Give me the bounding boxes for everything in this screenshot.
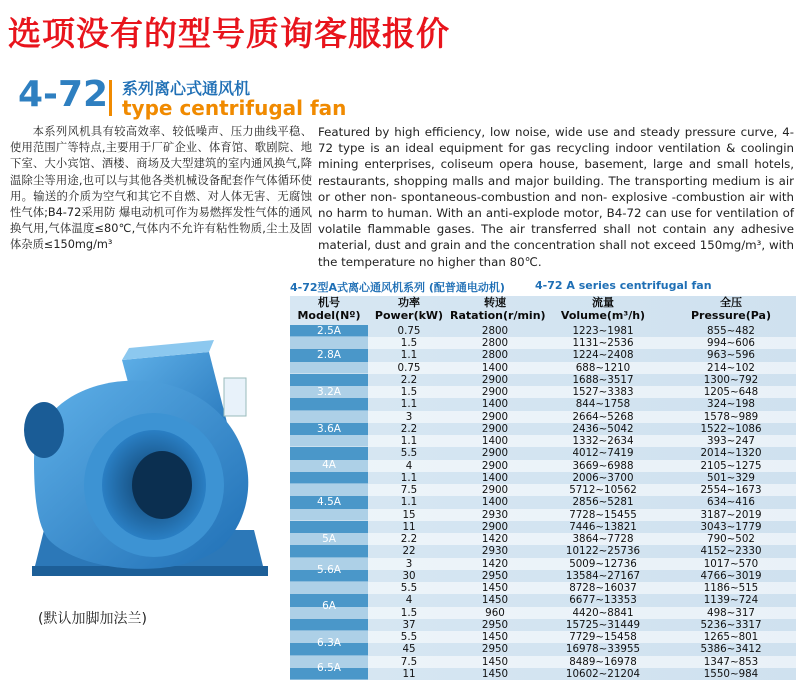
volume-cell: 1332~2634 [572, 435, 634, 448]
speed-cell: 1450 [481, 667, 509, 680]
volume-cell: 3864~7728 [572, 533, 634, 546]
header-cn: 全压 [720, 296, 742, 309]
table-row [290, 325, 796, 337]
speed-cell: 2950 [481, 569, 509, 582]
table-row [290, 521, 796, 533]
table-row [290, 362, 796, 374]
table-row [290, 472, 796, 484]
speed-cell: 2950 [481, 618, 509, 631]
table-row [290, 337, 796, 349]
speed-cell: 2900 [481, 484, 509, 497]
pressure-cell: 1017~570 [703, 557, 759, 570]
volume-cell: 3669~6988 [572, 459, 634, 472]
pressure-cell: 1265~801 [703, 631, 759, 644]
speed-cell: 2930 [481, 545, 509, 558]
pressure-cell: 3043~1779 [700, 520, 762, 533]
pressure-cell: 790~502 [707, 533, 755, 546]
volume-cell: 7728~15455 [569, 508, 637, 521]
table-row [290, 570, 796, 582]
power-cell: 1.1 [400, 471, 418, 484]
volume-cell: 7729~15458 [569, 631, 637, 644]
header-cn: 机号 [318, 296, 340, 309]
pressure-cell: 963~596 [707, 349, 755, 362]
centrifugal-fan-image [4, 330, 294, 600]
volume-cell: 8728~16037 [569, 582, 637, 595]
table-row [290, 545, 796, 557]
pressure-cell: 1186~515 [703, 582, 759, 595]
speed-cell: 1400 [481, 398, 509, 411]
speed-cell: 1450 [481, 582, 509, 595]
promo-banner: 选项没有的型号质询客服报价 [8, 14, 450, 53]
header-en: Power(kW) [374, 309, 444, 322]
table-caption-en: 4-72 A series centrifugal fan [535, 279, 712, 292]
pressure-cell: 5236~3317 [700, 618, 762, 631]
power-cell: 1.5 [400, 386, 418, 399]
table-row [290, 594, 796, 606]
volume-cell: 10122~25736 [565, 545, 641, 558]
table-row [290, 509, 796, 521]
power-cell: 15 [402, 508, 416, 521]
pressure-cell: 1522~1086 [700, 422, 762, 435]
power-cell: 7.5 [400, 484, 418, 497]
table-row [290, 349, 796, 361]
volume-cell: 1224~2408 [572, 349, 634, 362]
power-cell: 7.5 [400, 655, 418, 668]
volume-cell: 8489~16978 [569, 655, 637, 668]
speed-cell: 1420 [481, 557, 509, 570]
table-header-cell [290, 296, 368, 325]
volume-cell: 7446~13821 [569, 520, 637, 533]
volume-cell: 5712~10562 [569, 484, 637, 497]
volume-cell: 1223~1981 [572, 325, 634, 337]
pressure-cell: 501~329 [707, 471, 755, 484]
power-cell: 2.2 [400, 422, 418, 435]
header-en: Volume(m³/h) [560, 309, 646, 322]
power-cell: 3 [405, 410, 413, 423]
power-cell: 5.5 [400, 582, 418, 595]
volume-cell: 2856~5281 [572, 496, 634, 509]
table-row [290, 484, 796, 496]
volume-cell: 1527~3383 [572, 386, 634, 399]
speed-cell: 2800 [481, 337, 509, 350]
speed-cell: 1400 [481, 361, 509, 374]
table-row [290, 668, 796, 680]
pressure-cell: 1347~853 [703, 655, 759, 668]
title-divider [109, 80, 112, 116]
table-row [290, 496, 796, 508]
table-row [290, 619, 796, 631]
power-cell: 0.75 [397, 361, 421, 374]
header-en: Model(Nº) [297, 309, 361, 322]
pressure-cell: 5386~3412 [700, 643, 762, 656]
power-cell: 11 [402, 667, 416, 680]
speed-cell: 1400 [481, 471, 509, 484]
speed-cell: 2800 [481, 325, 509, 337]
power-cell: 2.2 [400, 373, 418, 386]
power-cell: 2.2 [400, 533, 418, 546]
table-row [290, 411, 796, 423]
product-subtitle-en: type centrifugal fan [122, 96, 347, 120]
header-cn: 功率 [398, 296, 420, 309]
volume-cell: 13584~27167 [565, 569, 641, 582]
volume-cell: 6677~13353 [569, 594, 637, 607]
pressure-cell: 2014~1320 [700, 447, 762, 460]
speed-cell: 2900 [481, 410, 509, 423]
description-english: Featured by high efficiency, low noise, wide use and steady pressure curve, 4-72 type is an ideal equipment for gas recycling indoor ventilation & coolingin mining enterprises, coliseum opera house, basement, large and small hotels, restaurants, shopping malls and major building. The transporting medium is air or other non- spontaneous-combustion and non- explosive -combustion air with no harm to human. With an anti-explode motor, B4-72 can use for ventilation of volatile flammable gases. The air transferred shall not contain any adhesive material, dust and grain and the concentration shall not exceed 150mg/m³, with the temperature no higher than 80℃. [318, 125, 794, 269]
pressure-cell: 1139~724 [703, 594, 759, 607]
table-row [290, 582, 796, 594]
model-cell: 2.8A [290, 337, 368, 374]
power-cell: 5.5 [400, 631, 418, 644]
speed-cell: 960 [485, 606, 505, 619]
spec-table [290, 296, 796, 692]
table-row [290, 435, 796, 447]
default-config-note: (默认加脚加法兰) [38, 611, 147, 627]
volume-cell: 16978~33955 [565, 643, 641, 656]
power-cell: 1.5 [400, 606, 418, 619]
volume-cell: 4012~7419 [572, 447, 634, 460]
table-header [290, 296, 796, 325]
table-row [290, 533, 796, 545]
speed-cell: 2930 [481, 508, 509, 521]
pressure-cell: 2105~1275 [700, 459, 762, 472]
table-row [290, 386, 796, 398]
power-cell: 4 [405, 459, 413, 472]
table-row [290, 607, 796, 619]
product-subtitle-cn: 系列离心式通风机 [122, 79, 251, 98]
pressure-cell: 1550~984 [703, 667, 759, 680]
volume-cell: 2436~5042 [572, 422, 634, 435]
speed-cell: 2800 [481, 349, 509, 362]
model-cell: 3.6A [290, 411, 368, 448]
pressure-cell: 1578~989 [703, 410, 759, 423]
table-row [290, 398, 796, 410]
table-header-cell [666, 296, 796, 325]
pressure-cell: 214~102 [707, 361, 755, 374]
pressure-cell: 4766~3019 [700, 569, 762, 582]
table-row [290, 423, 796, 435]
power-cell: 11 [402, 520, 416, 533]
power-cell: 1.1 [400, 398, 418, 411]
volume-cell: 1688~3517 [572, 373, 634, 386]
pressure-cell: 2554~1673 [700, 484, 762, 497]
power-cell: 4 [405, 594, 413, 607]
speed-cell: 2900 [481, 447, 509, 460]
pressure-cell: 1205~648 [703, 386, 759, 399]
product-model-number: 4-72 [18, 74, 109, 115]
description-chinese: 本系列风机具有较高效率、较低噪声、压力曲线平稳、使用范围广等特点,主要用于厂矿企业、体育馆、歌剧院、地下室、大小宾馆、酒楼、商场及大型建筑的室内通风换气,降温除尘等用途,也可以与其他各类机械设备配套作气体循环使用。输送的介质为空气和其它不自燃、对人体无害、无腐蚀性气体;B4-72采用防 爆电动机可作为易燃挥发性气体的通风换气用,气体温度≤80℃,气体内不允许有粘性物质,尘土及固体杂质≤150mg/m³ [10, 125, 312, 252]
header-cn: 流量 [592, 296, 614, 309]
pressure-cell: 4152~2330 [700, 545, 762, 558]
speed-cell: 2900 [481, 459, 509, 472]
table-row [290, 631, 796, 643]
pressure-cell: 634~416 [707, 496, 755, 509]
speed-cell: 2900 [481, 386, 509, 399]
speed-cell: 1450 [481, 594, 509, 607]
volume-cell: 1131~2536 [572, 337, 634, 350]
power-cell: 1.1 [400, 496, 418, 509]
header-cn: 转速 [484, 296, 506, 309]
volume-cell: 15725~31449 [565, 618, 641, 631]
pressure-cell: 498~317 [707, 606, 755, 619]
volume-cell: 2006~3700 [572, 471, 634, 484]
pressure-cell: 3187~2019 [700, 508, 762, 521]
speed-cell: 2900 [481, 373, 509, 386]
power-cell: 5.5 [400, 447, 418, 460]
speed-cell: 2950 [481, 643, 509, 656]
speed-cell: 2900 [481, 520, 509, 533]
power-cell: 30 [402, 569, 416, 582]
header-en: Ratation(r/min) [450, 309, 546, 322]
speed-cell: 2900 [481, 422, 509, 435]
speed-cell: 1400 [481, 496, 509, 509]
table-header-cell [540, 296, 666, 325]
pressure-cell: 855~482 [707, 325, 755, 337]
volume-cell: 688~1210 [575, 361, 631, 374]
table-header-cell [450, 296, 546, 325]
speed-cell: 1450 [481, 631, 509, 644]
header-en: Pressure(Pa) [690, 309, 771, 322]
power-cell: 3 [405, 557, 413, 570]
table-row [290, 460, 796, 472]
power-cell: 37 [402, 618, 416, 631]
model-cell: 4.5A [290, 484, 368, 521]
power-cell: 45 [402, 643, 416, 656]
table-row [290, 374, 796, 386]
volume-cell: 5009~12736 [569, 557, 637, 570]
pressure-cell: 994~606 [707, 337, 755, 350]
power-cell: 1.5 [400, 337, 418, 350]
speed-cell: 1420 [481, 533, 509, 546]
volume-cell: 844~1758 [575, 398, 631, 411]
pressure-cell: 393~247 [707, 435, 755, 448]
volume-cell: 2664~5268 [572, 410, 634, 423]
pressure-cell: 324~198 [707, 398, 755, 411]
power-cell: 1.1 [400, 349, 418, 362]
table-row [290, 643, 796, 655]
speed-cell: 1450 [481, 655, 509, 668]
power-cell: 0.75 [397, 325, 421, 337]
power-cell: 22 [402, 545, 416, 558]
table-row [290, 558, 796, 570]
volume-cell: 10602~21204 [565, 667, 641, 680]
table-caption-cn: 4-72型A式离心通风机系列 (配普通电动机) [290, 281, 505, 294]
model-cell: 2.5A [290, 325, 368, 337]
volume-cell: 4420~8841 [572, 606, 634, 619]
speed-cell: 1400 [481, 435, 509, 448]
table-row [290, 447, 796, 459]
pressure-cell: 1300~792 [703, 373, 759, 386]
table-header-cell [368, 296, 450, 325]
model-cell: 7A [290, 680, 368, 692]
table-row [290, 656, 796, 668]
power-cell: 1.1 [400, 435, 418, 448]
